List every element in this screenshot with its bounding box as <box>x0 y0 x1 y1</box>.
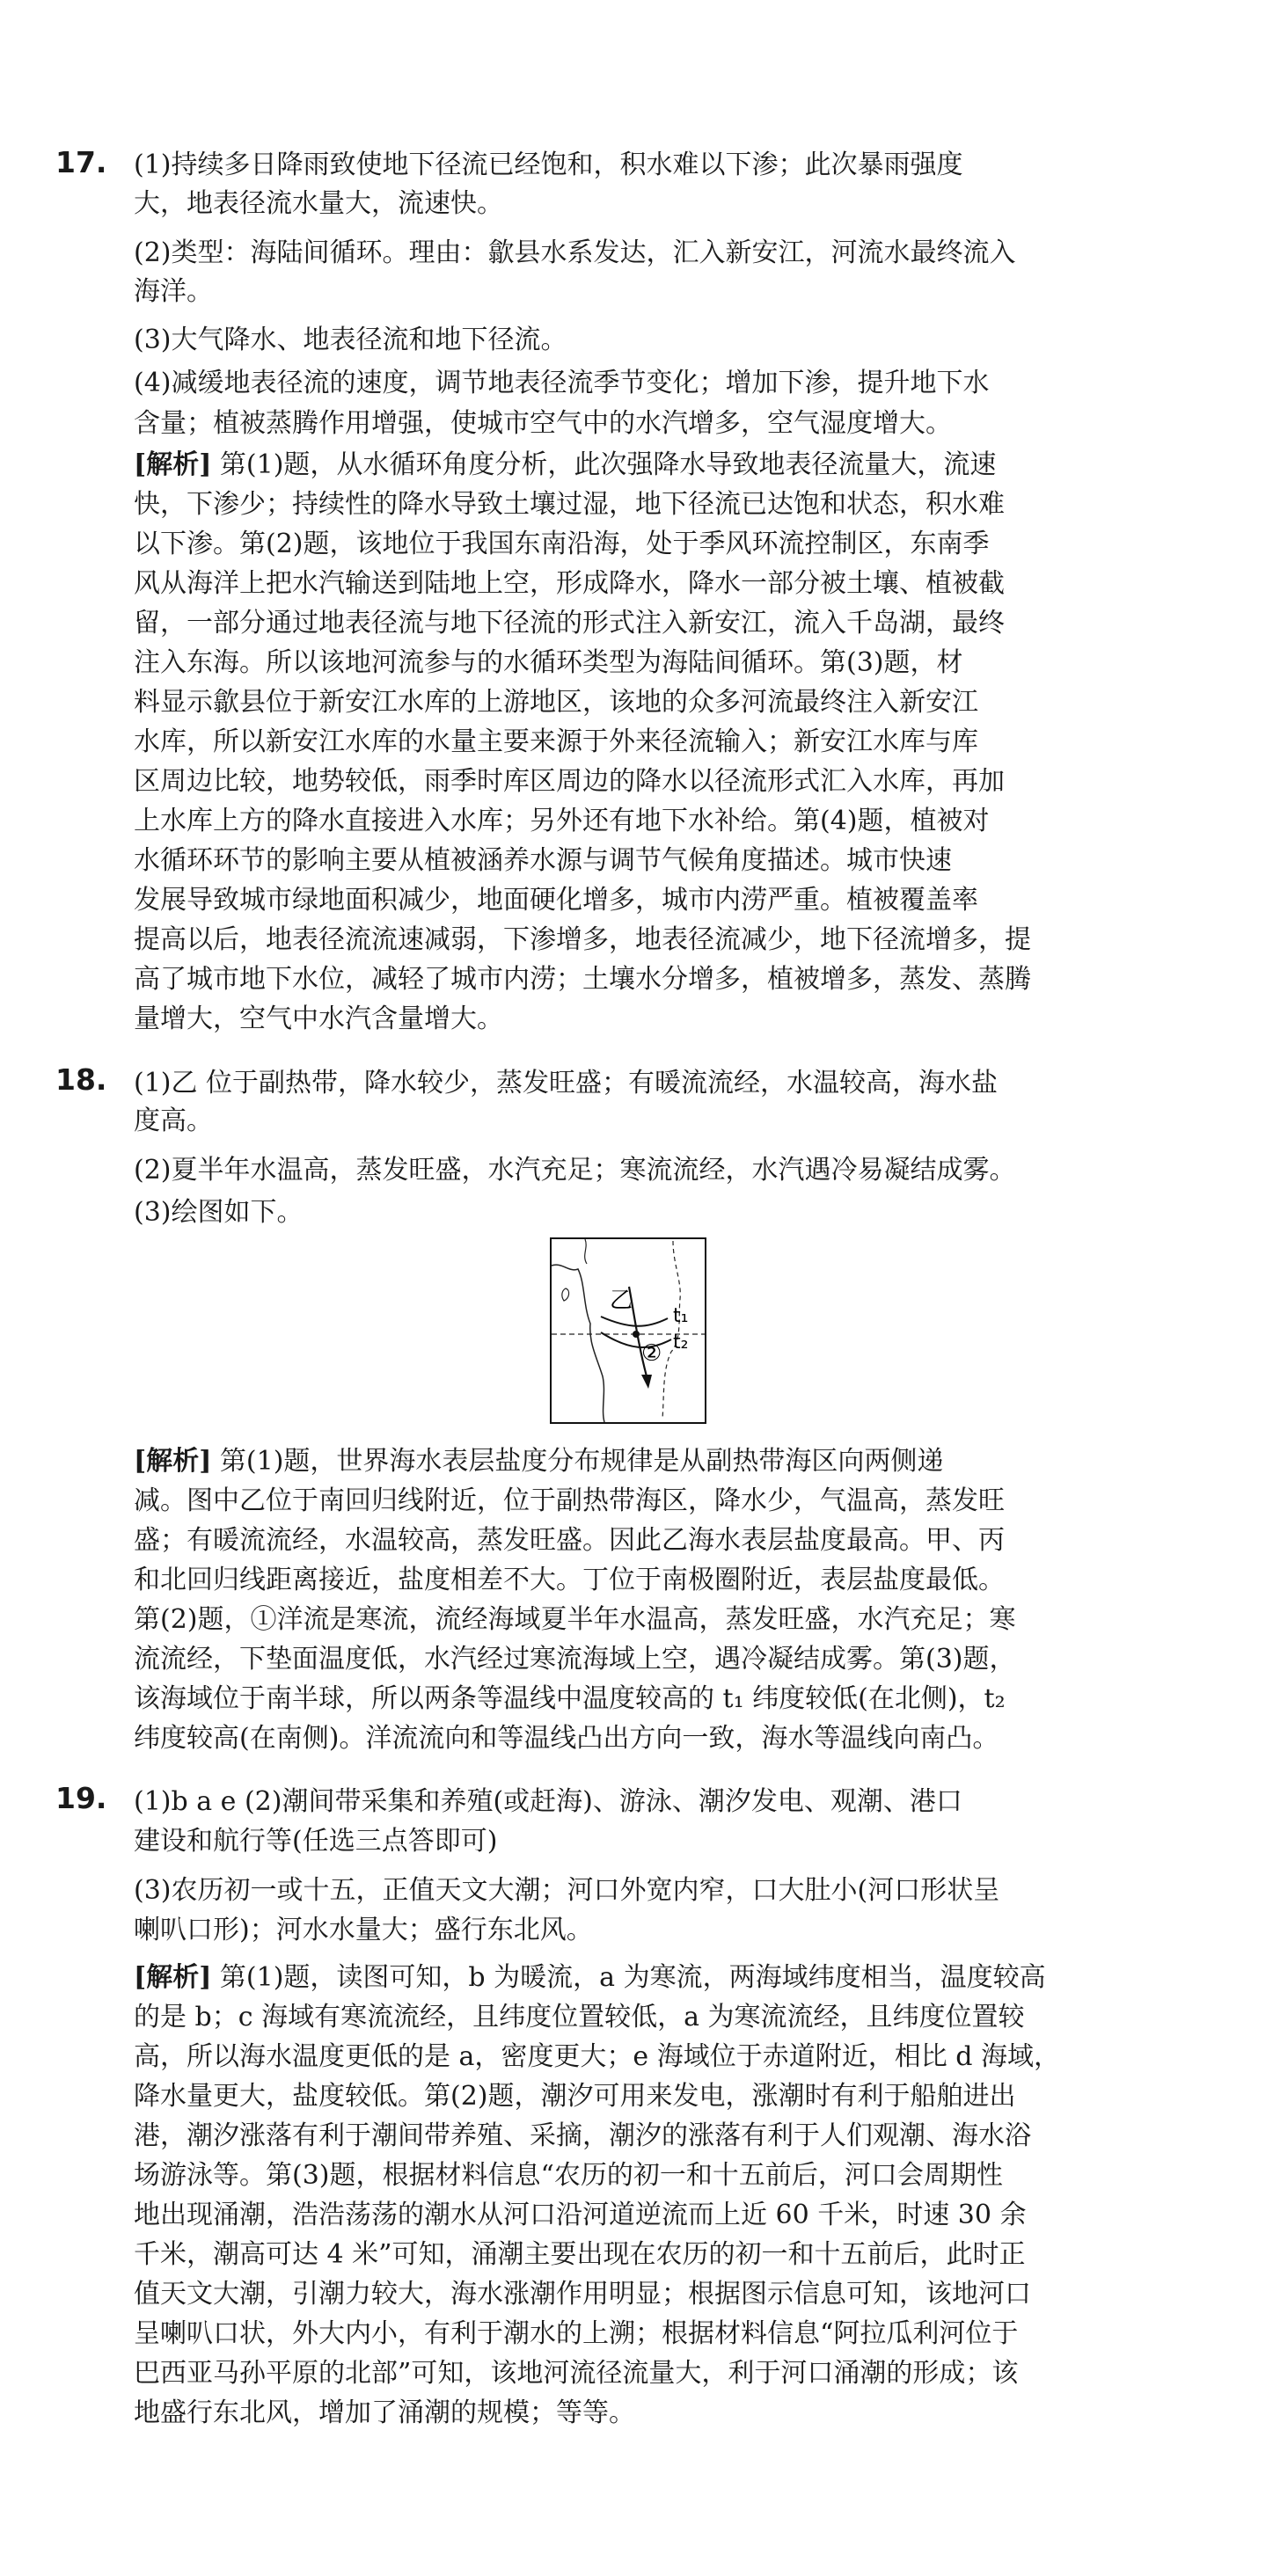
q17-line: (3)大气降水、地表径流和地下径流。 <box>134 325 567 355</box>
question-18-number: 18. <box>55 1062 107 1097</box>
map-frame <box>551 1238 706 1423</box>
label-t1: t₁ <box>673 1305 689 1327</box>
q18-analysis-line: 该海域位于南半球，所以两条等温线中温度较高的 t₁ 纬度较低(在北侧)，t₂ <box>134 1683 1006 1714</box>
analysis-tag: [解析] <box>134 1446 212 1477</box>
analysis-tag: [解析] <box>134 1962 212 1993</box>
q18-analysis-line: 盛；有暖流流经，水温较高，蒸发旺盛。因此乙海水表层盐度最高。甲、丙 <box>134 1525 1005 1556</box>
q17-analysis-line: 水库，所以新安江水库的水量主要来源于外来径流输入；新安江水库与库 <box>134 726 978 757</box>
q17-analysis-line: 以下渗。第(2)题，该地位于我国东南沿海，处于季风环流控制区，东南季 <box>134 529 990 559</box>
current-crossing-dot <box>633 1331 640 1338</box>
q19-analysis-line: 千米，潮高可达 4 米”可知，涌潮主要出现在农历的初一和十五前后，此时正 <box>134 2239 1026 2270</box>
question-19-number: 19. <box>55 1781 107 1815</box>
q19-analysis-line: 巴西亚马孙平原的北部”可知，该地河流径流量大，利于河口涌潮的形成；该 <box>134 2358 1019 2389</box>
q19-analysis-line: 高，所以海水温度更低的是 a，密度更大；e 海域位于赤道附近，相比 d 海域， <box>134 2041 1060 2072</box>
q18-analysis-line: 第(2)题，①洋流是寒流，流经海域夏半年水温高，蒸发旺盛，水汽充足；寒 <box>134 1604 1016 1635</box>
q17-analysis-line: 注入东海。所以该地河流参与的水循环类型为海陆间循环。第(3)题，材 <box>134 647 963 678</box>
q19-analysis-line: 地出现涌潮，浩浩荡荡的潮水从河口沿河道逆流而上近 60 千米，时速 30 余 <box>134 2200 1027 2230</box>
q19-analysis-line: 港，潮汐涨落有利于潮间带养殖、采摘，潮汐的涨落有利于人们观潮、海水浴 <box>134 2120 1031 2151</box>
ocean-current-sketch <box>550 1237 706 1424</box>
q19-line: (3)农历初一或十五，正值天文大潮；河口外宽内窄，口大肚小(河口形状呈 <box>134 1875 1000 1906</box>
q18-line: (2)夏半年水温高，蒸发旺盛，水汽充足；寒流流经，水汽遇冷易凝结成雾。 <box>134 1155 1016 1186</box>
q17-analysis-line: 水循环环节的影响主要从植被涵养水源与调节气候角度描述。城市快速 <box>134 845 952 876</box>
label-circle-2: ② <box>641 1340 662 1367</box>
q17-line: (4)减缓地表径流的速度，调节地表径流季节变化；增加下渗，提升地下水 <box>134 368 990 398</box>
q17-analysis-text: 第(1)题，从水循环角度分析，此次强降水导致地表径流量大，流速 <box>211 449 997 480</box>
q17-analysis-line: 高了城市地下水位，减轻了城市内涝；土壤水分增多，植被增多，蒸发、蒸腾 <box>134 964 1031 995</box>
q17-analysis-line: 快，下渗少；持续性的降水导致土壤过湿，地下径流已达饱和状态，积水难 <box>134 489 1005 520</box>
q17-analysis-line: 发展导致城市绿地面积减少，地面硬化增多，城市内涝严重。植被覆盖率 <box>134 885 978 916</box>
label-yi: 乙 <box>610 1288 633 1314</box>
q18-line: 度高。 <box>134 1106 213 1136</box>
q18-analysis-line: 和北回归线距离接近，盐度相差不大。丁位于南极圈附近，表层盐度最低。 <box>134 1565 1005 1595</box>
analysis-tag: [解析] <box>134 449 212 480</box>
q17-line: 含量；植被蒸腾作用增强，使城市空气中的水汽增多，空气湿度增大。 <box>134 408 952 439</box>
q18-analysis-line: 减。图中乙位于南回归线附近，位于副热带海区，降水少，气温高，蒸发旺 <box>134 1485 1005 1516</box>
q18-analysis-line <box>134 1442 943 1481</box>
q19-analysis-line: 地盛行东北风，增加了涌潮的规模；等等。 <box>134 2397 635 2428</box>
q17-analysis-line: 上水库上方的降水直接进入水库；另外还有地下水补给。第(4)题，植被对 <box>134 806 990 836</box>
q19-line: 建设和航行等(任选三点答即可) <box>134 1826 498 1857</box>
q17-analysis-line: 料显示歙县位于新安江水库的上游地区，该地的众多河流最终注入新安江 <box>134 687 978 718</box>
q17-line: 海洋。 <box>134 276 213 307</box>
q19-analysis-line: 值天文大潮，引潮力较大，海水涨潮作用明显；根据图示信息可知，该地河口 <box>134 2279 1031 2310</box>
q17-line: (1)持续多日降雨致使地下径流已经饱和，积水难以下渗；此次暴雨强度 <box>134 150 963 180</box>
q17-line: (2)类型：海陆间循环。理由：歙县水系发达，汇入新安江，河流水最终流入 <box>134 237 1016 268</box>
q19-analysis-line: 降水量更大，盐度较低。第(2)题，潮汐可用来发电，涨潮时有利于船舶进出 <box>134 2081 1016 2112</box>
q19-analysis-line: 场游泳等。第(3)题，根据材料信息“农历的初一和十五前后，河口会周期性 <box>134 2160 1003 2191</box>
q17-analysis-line: 留，一部分通过地表径流与地下径流的形式注入新安江，流入千岛湖，最终 <box>134 608 1005 639</box>
label-t2: t₂ <box>673 1332 689 1354</box>
question-17-number: 17. <box>55 145 107 179</box>
q17-analysis-line <box>134 446 996 485</box>
q17-analysis-line: 提高以后，地表径流流速减弱，下渗增多，地表径流减少，地下径流增多，提 <box>134 924 1031 955</box>
q17-analysis-line: 量增大，空气中水汽含量增大。 <box>134 1003 503 1034</box>
q18-analysis-line: 流流经，下垫面温度低，水汽经过寒流海域上空，遇冷凝结成雾。第(3)题， <box>134 1644 1016 1675</box>
q17-analysis-line: 区周边比较，地势较低，雨季时库区周边的降水以径流形式汇入水库，再加 <box>134 766 1005 797</box>
q19-analysis-line <box>134 1959 1046 1997</box>
q18-analysis-line: 纬度较高(在南侧)。洋流流向和等温线凸出方向一致，海水等温线向南凸。 <box>134 1723 999 1754</box>
q17-analysis-line: 风从海洋上把水汽输送到陆地上空，形成降水，降水一部分被土壤、植被截 <box>134 568 1005 599</box>
q19-analysis-line: 的是 b；c 海域有寒流流经，且纬度位置较低，a 为寒流流经，且纬度位置较 <box>134 2002 1025 2032</box>
q17-line: 大，地表径流水量大，流速快。 <box>134 188 503 219</box>
q19-line: (1)b a e (2)潮间带采集和养殖(或赶海)、游泳、潮汐发电、观潮、港口 <box>134 1786 962 1817</box>
q19-analysis-text: 第(1)题，读图可知，b 为暖流，a 为寒流，两海域纬度相当，温度较高 <box>211 1962 1046 1993</box>
ocean-current-map-svg <box>550 1237 706 1424</box>
q18-line: (3)绘图如下。 <box>134 1197 304 1228</box>
q18-analysis-text: 第(1)题，世界海水表层盐度分布规律是从副热带海区向两侧递 <box>211 1446 944 1477</box>
q18-line: (1)乙 位于副热带，降水较少，蒸发旺盛；有暖流流经，水温较高，海水盐 <box>134 1068 999 1098</box>
q19-line: 喇叭口形)；河水水量大；盛行东北风。 <box>134 1915 593 1945</box>
q19-analysis-line: 呈喇叭口状，外大内小，有利于潮水的上溯；根据材料信息“阿拉瓜利河位于 <box>134 2318 1019 2349</box>
